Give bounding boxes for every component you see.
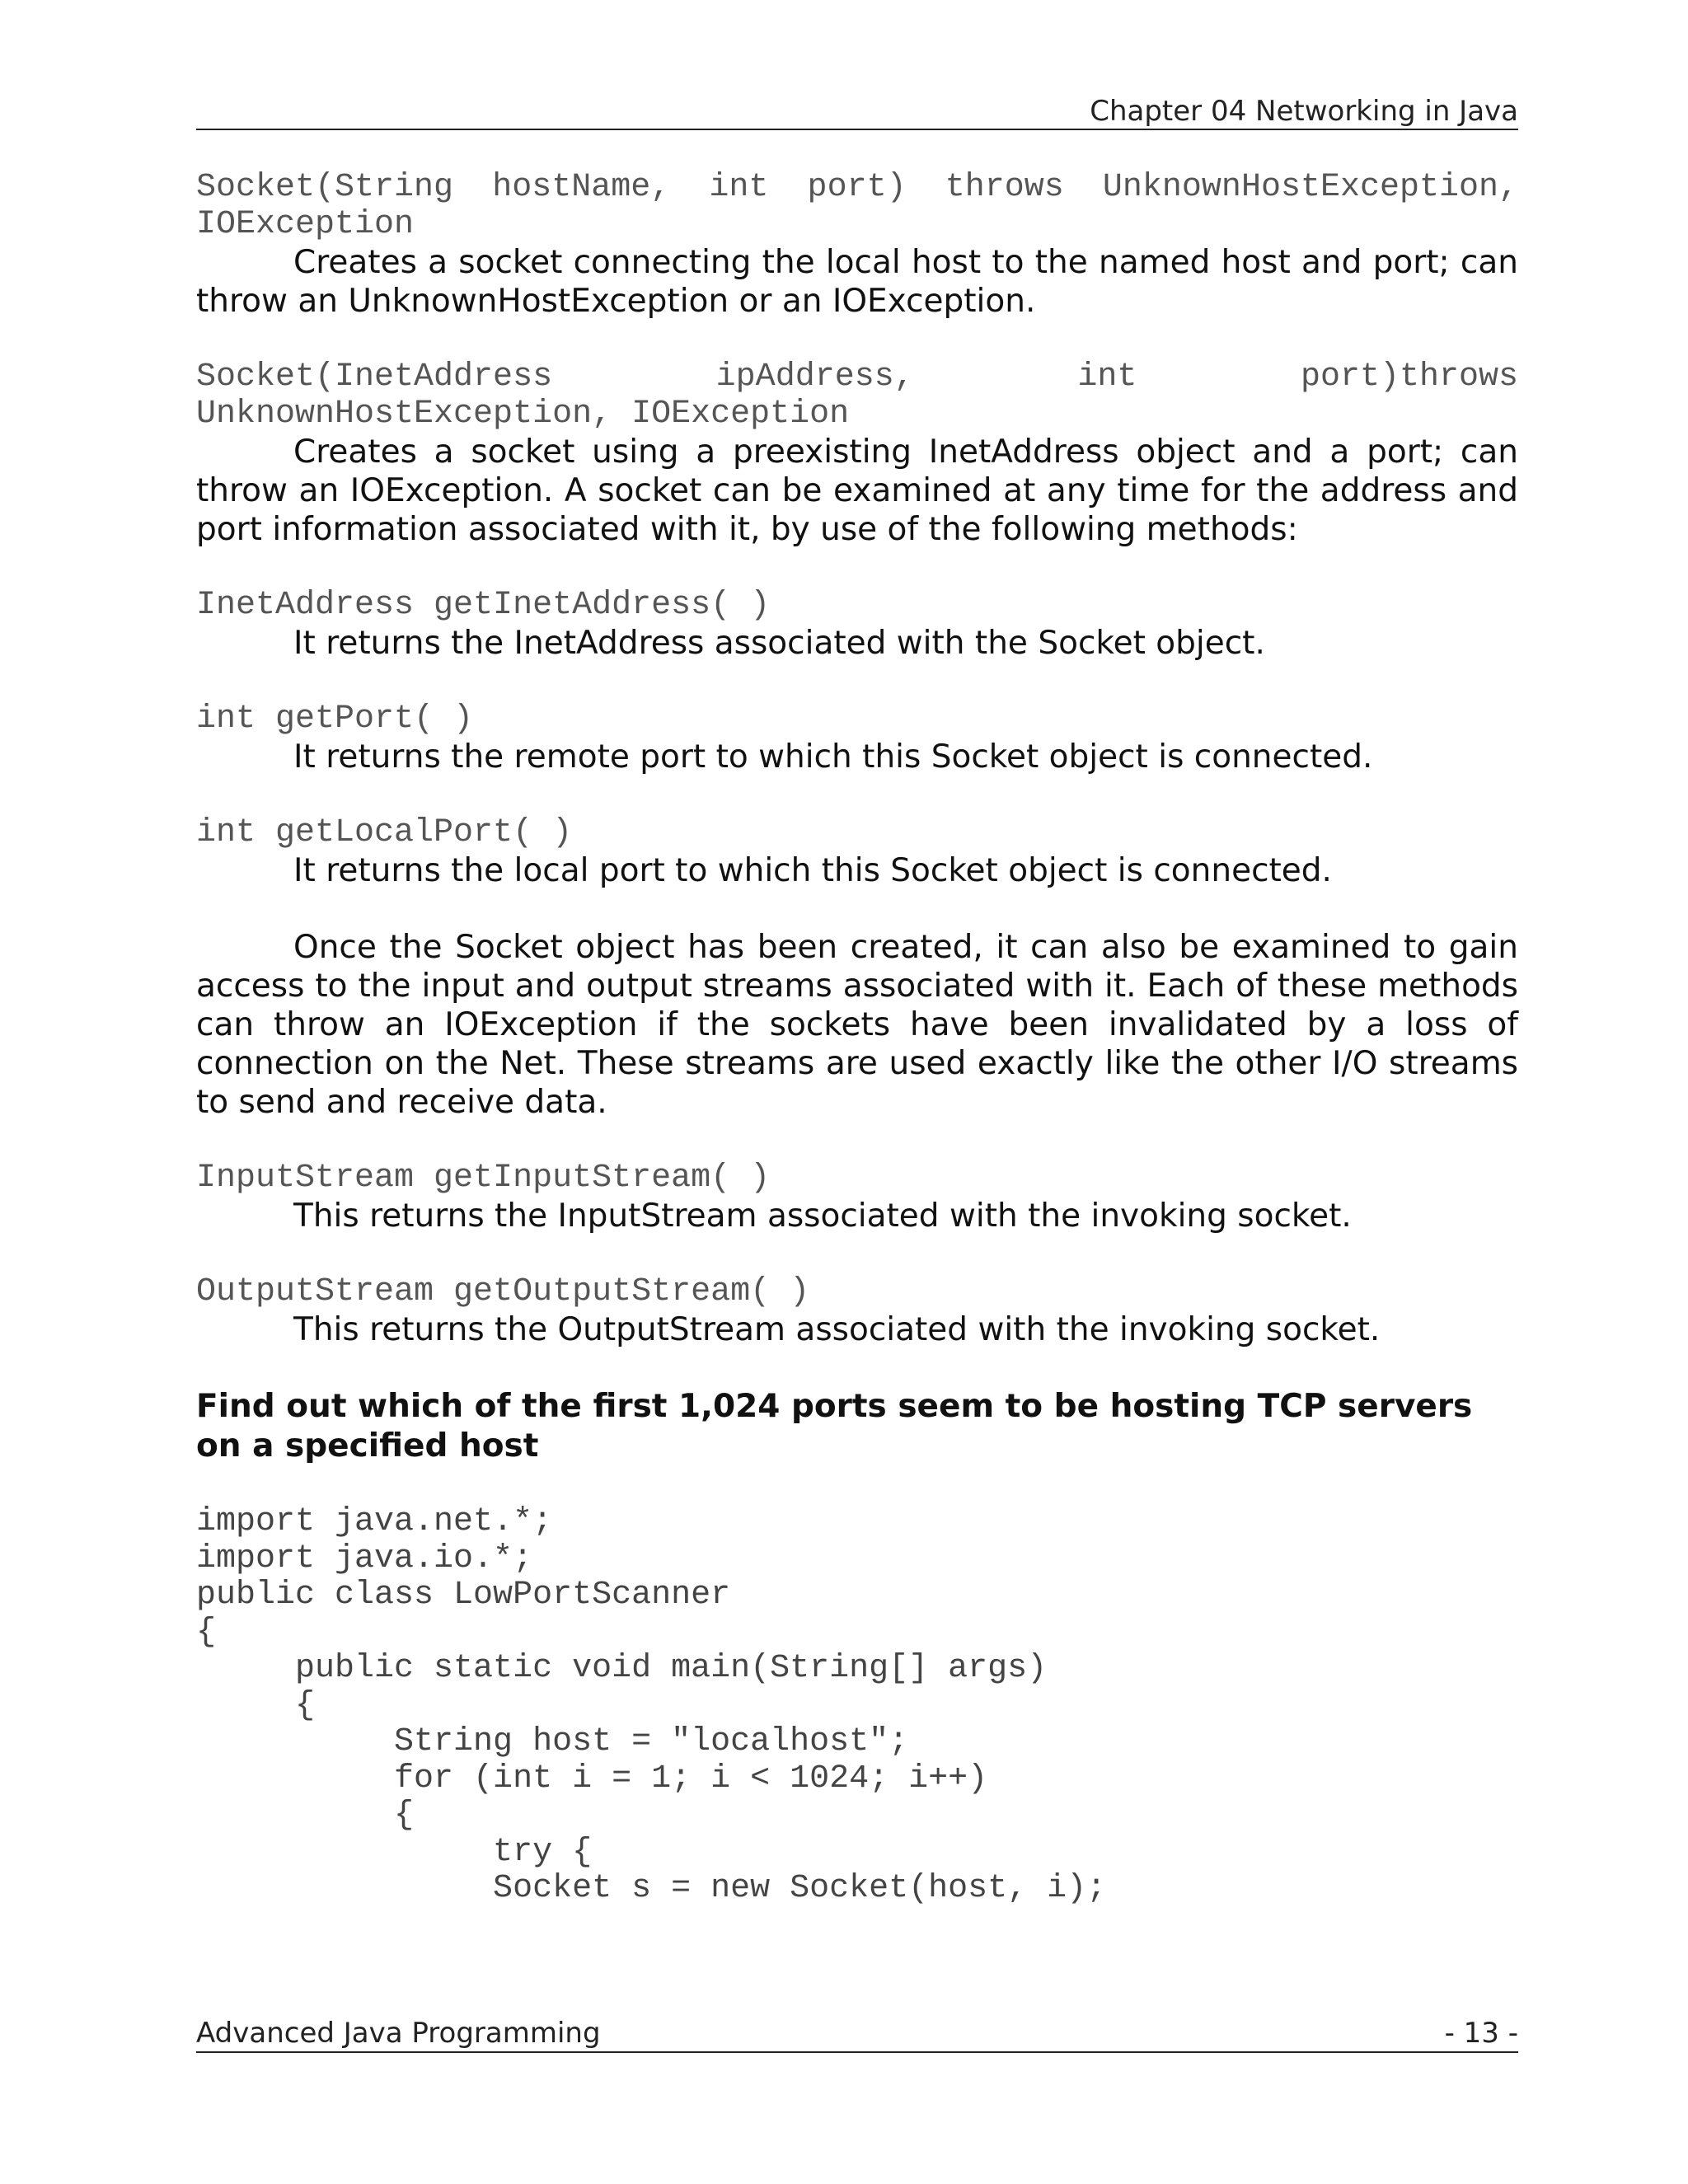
method-description: This returns the OutputStream associated with the invoking socket. (293, 1311, 1381, 1348)
chapter-title: Chapter 04 Networking in Java (1090, 95, 1518, 128)
method-description: It returns the InetAddress associated with the Socket object. (293, 625, 1265, 662)
method-signature: Socket(String hostName, int port) throws UnknownHostException, IOException (196, 169, 1518, 243)
page-footer (196, 2015, 1518, 2053)
page-header (196, 94, 1518, 130)
method-signature: int getLocalPort( ) (196, 814, 573, 851)
page-number: - 13 - (1444, 2017, 1518, 2050)
method-description: Creates a socket connecting the local host to the named host and port; can throw an UnknownHostException or an IOException. (196, 244, 1518, 320)
method-description: This returns the InputStream associated with the invoking socket. (293, 1197, 1352, 1235)
code-listing: import java.net.*; import java.io.*; public class LowPortScanner { public static void main(String[] args) { String host = "localhost"; for (int i = 1; i < 1024; i++) { try { Socket s = new Socket(host, i); (196, 1503, 1107, 1907)
method-signature: int getPort( ) (196, 701, 474, 738)
document-page (196, 0, 1518, 2184)
method-signature: InputStream getInputStream( ) (196, 1160, 771, 1197)
method-signature: InetAddress getInetAddress( ) (196, 587, 771, 624)
book-title: Advanced Java Programming (196, 2017, 601, 2050)
method-signature: Socket(InetAddress ipAddress, int port)throws UnknownHostException, IOException (196, 359, 1518, 433)
method-description: It returns the remote port to which this Socket object is connected. (293, 738, 1373, 776)
method-description: It returns the local port to which this Socket object is connected. (293, 852, 1332, 889)
method-signature: OutputStream getOutputStream( ) (196, 1273, 810, 1310)
section-heading: Find out which of the first 1,024 ports seem to be hosting TCP servers on a specified host (196, 1388, 1473, 1465)
body-paragraph: Once the Socket object has been created, it can also be examined to gain access to the input and output streams associated with it. Each of these methods can throw an IOException if the sockets have been invalidated by a loss of connection on the Net. These streams are used exactly like the other I/O streams to send and receive data. (196, 929, 1518, 1121)
method-description: Creates a socket using a preexisting InetAddress object and a port; can throw an IOException. A socket can be examined at any time for the address and port information associated with it, by use of the following methods: (196, 434, 1518, 548)
page-content (196, 169, 1518, 1908)
